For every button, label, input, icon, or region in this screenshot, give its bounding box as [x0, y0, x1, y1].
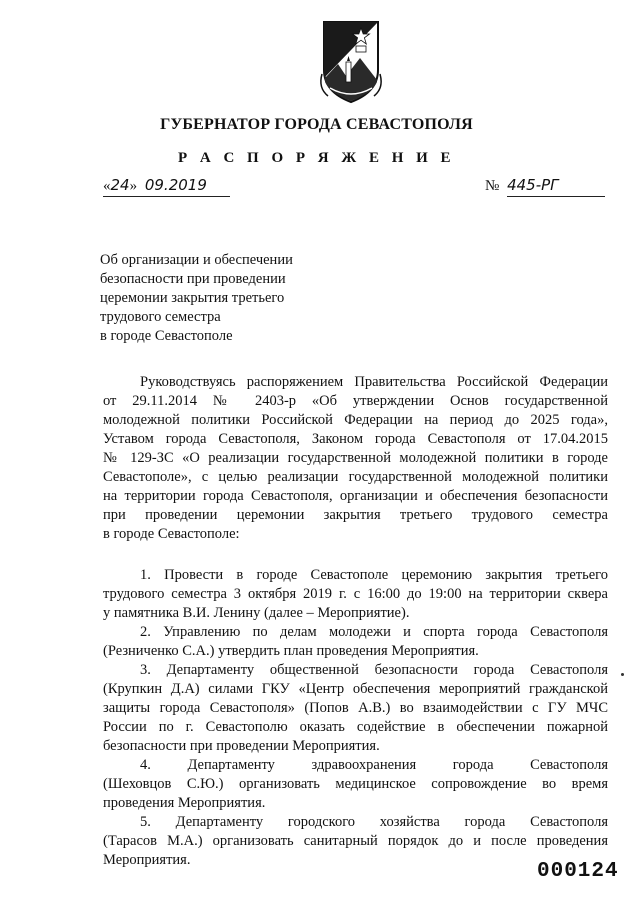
- number-value: 445-РГ: [507, 176, 559, 194]
- number-sign: №: [485, 178, 500, 194]
- item-line: 5. Департаменту городского хозяйства города Севастополя: [140, 814, 608, 830]
- numbered-items: [103, 566, 608, 870]
- item-line: (Резниченко С.А.) утвердить план проведения Мероприятия.: [103, 643, 479, 659]
- date-open-quote: «: [103, 178, 111, 194]
- date-close-quote: »: [129, 178, 138, 194]
- subject-line: церемонии закрытия третьего: [100, 290, 285, 306]
- item-line: (Шеховцов С.Ю.) организовать медицинское сопровождение во время: [103, 776, 608, 792]
- document-date: [103, 176, 207, 195]
- scan-speck: [621, 673, 624, 676]
- subject-line: Об организации и обеспечении: [100, 252, 293, 268]
- preamble-line: при проведении церемонии закрытия третьего трудового семестра: [103, 507, 608, 523]
- preamble-line: № 129-ЗС «О реализации государственной молодежной политики в городе: [103, 450, 608, 466]
- subject-line: трудового семестра: [100, 309, 221, 325]
- preamble-line: на территории города Севастополя, организации и обеспечения безопасности: [103, 488, 608, 504]
- preamble-paragraph: [103, 373, 608, 544]
- sevastopol-coat-of-arms-icon: [316, 18, 386, 106]
- document-number: [485, 176, 559, 195]
- item-line: у памятника В.И. Ленину (далее – Мероприятие).: [103, 605, 410, 621]
- item-line: защиты города Севастополя» (Попов А.В.) во взаимодействии с ГУ МЧС: [103, 700, 608, 716]
- preamble-line: Уставом города Севастополя, Законом города Севастополя от 17.04.2015: [103, 431, 608, 447]
- date-day: 24: [110, 176, 130, 194]
- subject-line: в городе Севастополе: [100, 328, 233, 344]
- item-line: 1. Провести в городе Севастополе церемонию закрытия третьего: [140, 567, 608, 583]
- issuer-title: ГУБЕРНАТОР ГОРОДА СЕВАСТОПОЛЯ: [160, 116, 473, 133]
- number-underline: [507, 196, 605, 197]
- item-line: 4. Департаменту здравоохранения города Севастополя: [140, 757, 608, 773]
- item-line: 2. Управлению по делам молодежи и спорта города Севастополя: [140, 624, 608, 640]
- document-type: Р А С П О Р Я Ж Е Н И Е: [177, 150, 456, 166]
- item-line: безопасности при проведении Мероприятия.: [103, 738, 380, 754]
- preamble-line: молодежной политики Российской Федерации на период до 2025 года»,: [103, 412, 608, 428]
- preamble-line: Руководствуясь распоряжением Правительства Российской Федерации: [140, 374, 608, 390]
- item-line: 3. Департаменту общественной безопасности города Севастополя: [140, 662, 608, 678]
- item-line: (Тарасов М.А.) организовать санитарный порядок до и после проведения: [103, 833, 608, 849]
- item-line: трудового семестра 3 октября 2019 г. с 16:00 до 19:00 на территории сквера: [103, 586, 608, 602]
- preamble-line: в городе Севастополе:: [103, 526, 240, 542]
- item-line: России по г. Севастополю оказать содействие в обеспечении пожарной: [103, 719, 608, 735]
- preamble-line: от 29.11.2014 № 2403-р «Об утверждении Основ государственной: [103, 393, 608, 409]
- date-underline: [103, 196, 230, 197]
- item-line: Мероприятия.: [103, 852, 191, 868]
- item-line: (Крупкин Д.А) силами ГКУ «Центр обеспечения мероприятий гражданской: [103, 681, 608, 697]
- preamble-line: Севастополе», с целью реализации государственной молодежной политики: [103, 469, 608, 485]
- document-subject: [100, 251, 340, 346]
- date-month-year: 09.2019: [144, 176, 207, 194]
- item-line: проведения Мероприятия.: [103, 795, 266, 811]
- serial-number: 000124: [537, 860, 619, 883]
- subject-line: безопасности при проведении: [100, 271, 286, 287]
